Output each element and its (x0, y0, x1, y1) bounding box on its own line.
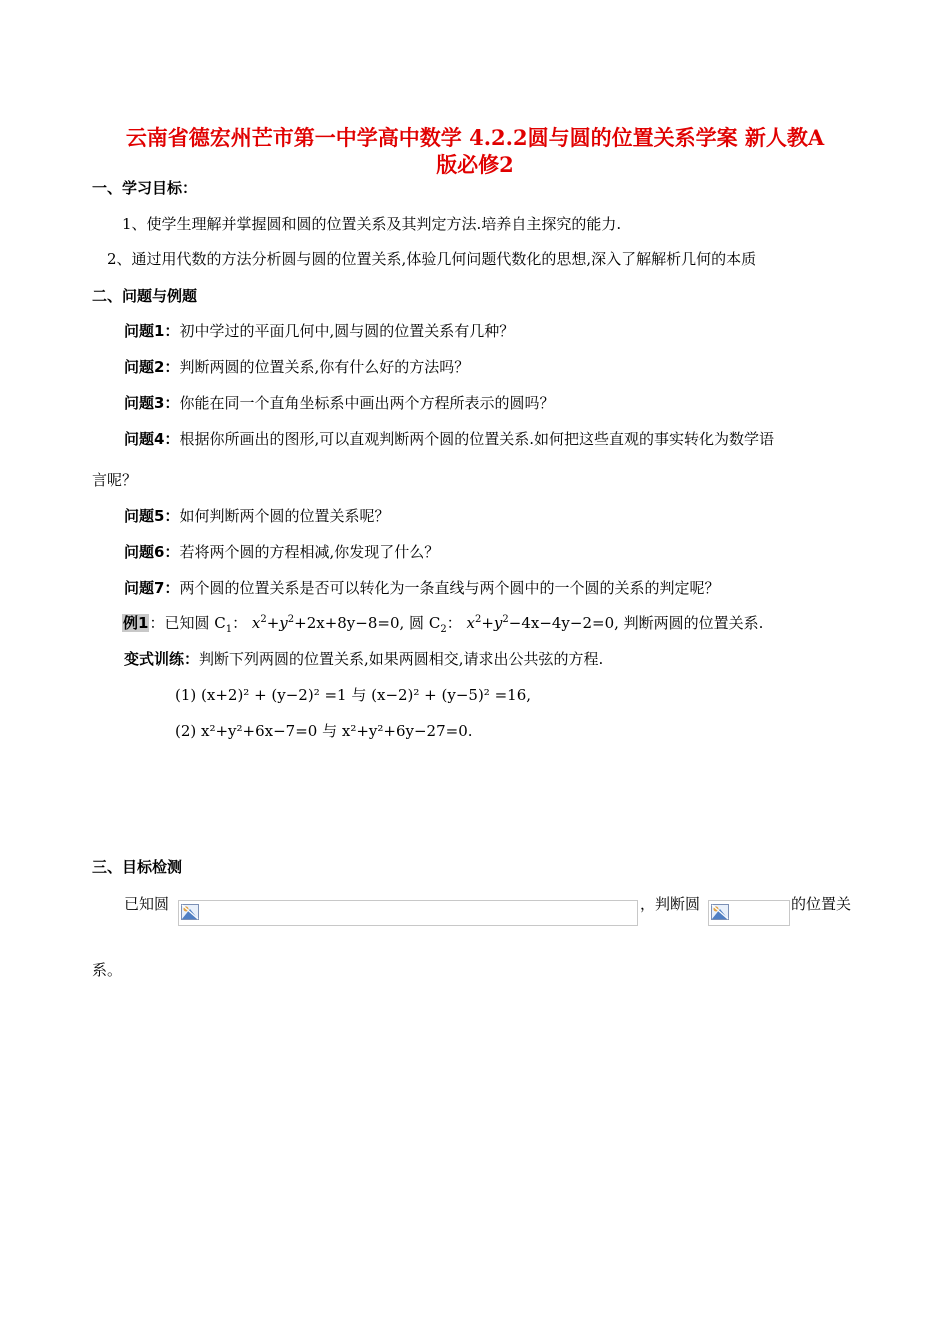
question-6-label: 问题6： (124, 543, 180, 561)
question-7-label: 问题7： (124, 579, 180, 597)
question-4-label: 问题4： (124, 430, 180, 448)
question-2-text: 判断两圆的位置关系,你有什么好的方法吗？ (179, 358, 470, 376)
equation-image-placeholder-1 (178, 900, 638, 926)
variant-item-1: (1) (x+2)² + (y−2)² =1 与 (x−2)² + (y−5)² =16, (175, 686, 532, 704)
question-1 (124, 321, 514, 341)
check-text-prefix: 已知圆 (124, 895, 170, 913)
example-circle2-prefix: , 圆 C (399, 614, 441, 632)
question-3 (124, 393, 554, 413)
example-circle1-prefix: ：已知圆 C (149, 614, 226, 632)
equation-image-placeholder-2 (708, 900, 790, 926)
example-circle2-eq: −4x−4y−2=0 (508, 614, 615, 632)
question-3-label: 问题3： (124, 394, 180, 412)
variant-label: 变式训练： (124, 650, 200, 668)
example-circle1-eq: +2x+8y−8=0 (294, 614, 400, 632)
question-2 (124, 357, 469, 377)
question-2-label: 问题2： (124, 358, 180, 376)
broken-image-icon (711, 904, 729, 920)
check-text-continuation: 系。 (92, 961, 123, 979)
question-4-continuation: 言呢？ (92, 471, 138, 489)
question-3-text: 你能在同一个直角坐标系中画出两个方程所表示的圆吗？ (179, 394, 555, 412)
question-6-text: 若将两个圆的方程相减,你发现了什么？ (179, 543, 440, 561)
section-heading-questions: 二、问题与例题 (92, 287, 198, 305)
example-1: 例1：已知圆 $C_1$： $x^2+y^2+2x+8y-8=0$, 圆 $C_2$： $x^2+y^2-4x-4y-2=0$, 判断两圆的位置关系. (123, 614, 764, 635)
variant-text: 判断下列两圆的位置关系,如果两圆相交,请求出公共弦的方程. (199, 650, 604, 668)
question-5-text: 如何判断两个圆的位置关系呢？ (179, 507, 390, 525)
question-1-label: 问题1： (124, 322, 180, 340)
example-label: 例1 (123, 614, 149, 632)
question-6 (124, 542, 439, 562)
question-5 (124, 506, 389, 526)
section-heading-goals: 一、学习目标： (92, 179, 198, 197)
variant-item-2: (2) x²+y²+6x−7=0 与 x²+y²+6y−27=0. (175, 722, 473, 740)
question-5-label: 问题5： (124, 507, 180, 525)
question-4 (124, 429, 774, 449)
goal-item-2: 2、通过用代数的方法分析圆与圆的位置关系,体验几何问题代数化的思想,深入了解解析几何的本质 (107, 250, 757, 268)
question-4-text: 根据你所画出的图形,可以直观判断两个圆的位置关系.如何把这些直观的事实转化为数学语 (179, 430, 774, 448)
document-title-line1: 云南省德宏州芒市第一中学高中数学 4.2.2圆与圆的位置关系学案 新人教A (125, 125, 825, 150)
question-7 (124, 578, 719, 598)
variant-training (124, 649, 603, 669)
question-7-text: 两个圆的位置关系是否可以转化为一条直线与两个圆中的一个圆的关系的判定呢？ (179, 579, 720, 597)
question-1-text: 初中学过的平面几何中,圆与圆的位置关系有几种？ (179, 322, 515, 340)
document-title-line2: 版必修2 (436, 152, 514, 177)
broken-image-icon (181, 904, 199, 920)
check-text-middle: ，判断圆 (640, 895, 701, 913)
check-text-suffix: 的位置关 (791, 895, 852, 913)
goal-item-1: 1、使学生理解并掌握圆和圆的位置关系及其判定方法.培养自主探究的能力. (122, 215, 622, 233)
section-heading-check: 三、目标检测 (92, 858, 183, 876)
example-question: , 判断两圆的位置关系. (614, 614, 764, 632)
